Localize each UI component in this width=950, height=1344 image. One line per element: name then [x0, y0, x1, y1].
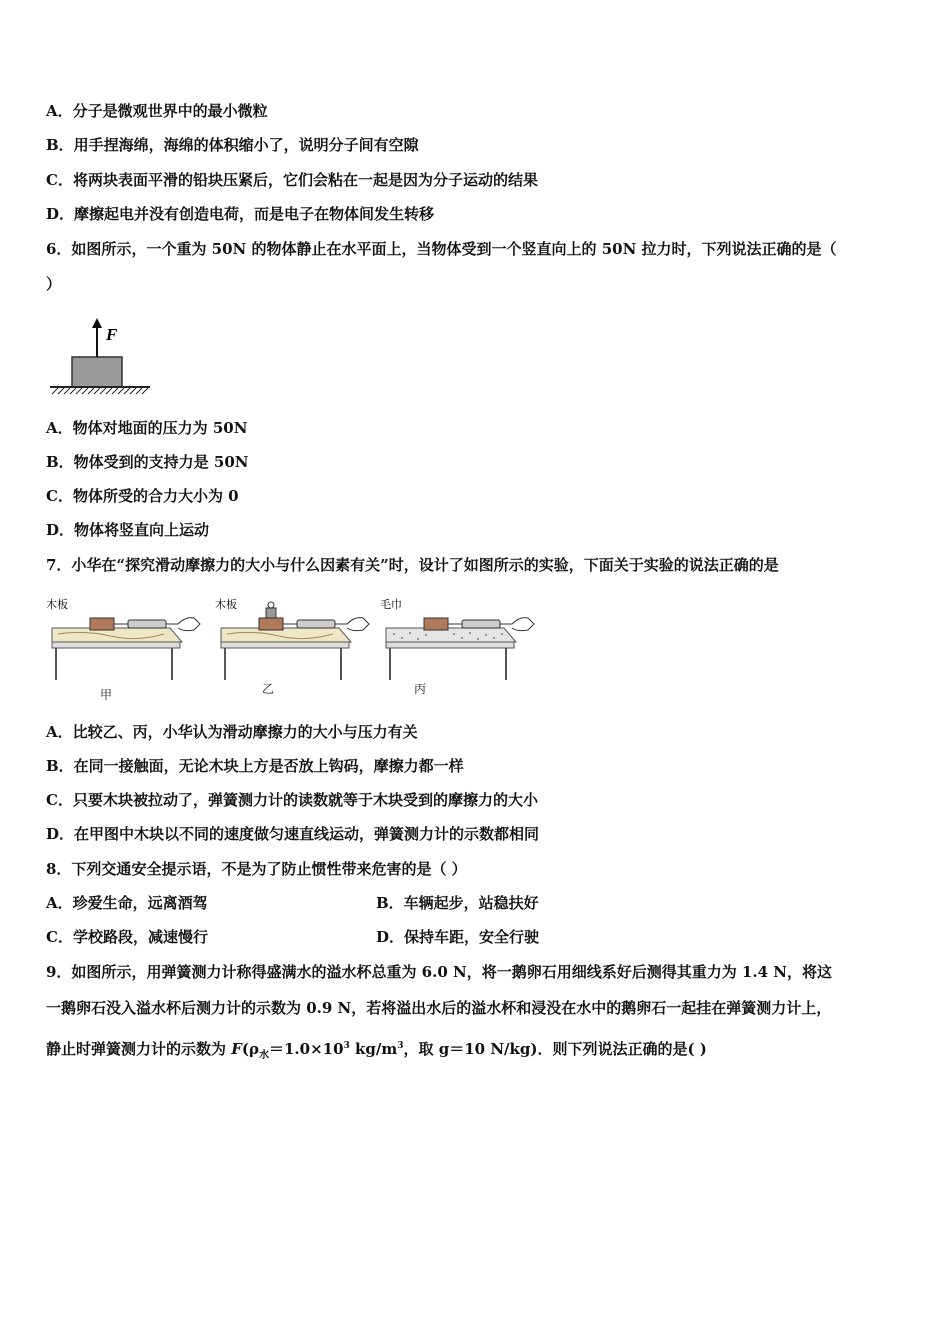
q5-option-c: C．将两块表面平滑的铅块压紧后，它们会粘在一起是因为分子运动的结果: [46, 171, 538, 189]
surface-label: 木板: [46, 598, 68, 611]
table-top: [386, 642, 514, 648]
wooden-block: [259, 618, 283, 630]
spring-scale: [462, 620, 500, 628]
weight-hook-code: [266, 608, 276, 618]
q8-option-b: B．车辆起步，站稳扶好: [376, 894, 539, 912]
surface-label: 毛巾: [380, 598, 402, 611]
q8-stem: 8．下列交通安全提示语，不是为了防止惯性带来危害的是（ ）: [46, 860, 467, 878]
table-top: [52, 642, 180, 648]
q7-figure-yi: [213, 594, 373, 684]
q7-option-a: A．比较乙、丙，小华认为滑动摩擦力的大小与压力有关: [46, 723, 418, 741]
q5-option-a: A．分子是微观世界中的最小微粒: [46, 102, 268, 120]
wooden-board: [52, 628, 182, 642]
q5-option-b: B．用手捏海绵，海绵的体积缩小了，说明分子间有空隙: [46, 136, 419, 154]
q7-caption-bing: 丙: [414, 682, 427, 696]
towel-surface: [386, 628, 516, 642]
q7-figure-jia: [44, 594, 204, 684]
q6-option-c: C．物体所受的合力大小为 0: [46, 487, 239, 505]
ground-hatching: [52, 388, 148, 394]
wooden-block: [424, 618, 448, 630]
surface-label: 木板: [215, 598, 237, 611]
q7-caption-yi: 乙: [262, 682, 275, 696]
q9-stem-line1: 9．如图所示，用弹簧测力计称得盛满水的溢水杯总重为 6.0 N，将一鹅卵石用细线系好后测得其重力为 1.4 N，将这: [46, 963, 832, 981]
q7-stem: 7．小华在“探究滑动摩擦力的大小与什么因素有关”时，设计了如图所示的实验，下面关于实验的说法正确的是: [46, 556, 779, 574]
q8-option-a: A．珍爱生命，远离酒驾: [46, 894, 208, 912]
spring-scale: [128, 620, 166, 628]
q6-option-d: D．物体将竖直向上运动: [46, 521, 210, 539]
q9-stem-line2: 一鹅卵石没入溢水杯后测力计的示数为 0.9 N，若将溢出水后的溢水杯和浸没在水中的鹅卵石一起挂在弹簧测力计上，: [46, 999, 832, 1017]
wooden-board: [221, 628, 351, 642]
block: [72, 357, 122, 387]
q6-force-diagram: [48, 316, 152, 396]
q9-stem-line3: 静止时弹簧测力计的示数为 $F(\rho_水=1.0\times 10^3$ $kg/m^3$，取 g＝10 N/kg)．则下列说法正确的是( ): [46, 1040, 707, 1061]
q7-figure-bing: [378, 594, 538, 684]
q7-option-d: D．在甲图中木块以不同的速度做匀速直线运动，弹簧测力计的示数都相同: [46, 825, 540, 843]
table-top: [221, 642, 349, 648]
q6-stem-line1: 6．如图所示，一个重为 50N 的物体静止在水平面上，当物体受到一个竖直向上的 50N 拉力时，下列说法正确的是（: [46, 240, 837, 258]
q5-option-d: D．摩擦起电并没有创造电荷，而是电子在物体间发生转移: [46, 205, 435, 223]
wooden-block: [90, 618, 114, 630]
q6-option-a: A．物体对地面的压力为 50N: [46, 419, 248, 437]
q7-option-b: B．在同一接触面，无论木块上方是否放上钩码，摩擦力都一样: [46, 757, 464, 775]
q7-caption-jia: 甲: [100, 688, 113, 702]
arrowhead-icon: [92, 318, 102, 328]
q8-option-c: C．学校路段，减速慢行: [46, 928, 208, 946]
force-label: F: [106, 325, 118, 344]
q8-option-d: D．保持车距，安全行驶: [376, 928, 540, 946]
q6-option-b: B．物体受到的支持力是 50N: [46, 453, 249, 471]
q6-stem-line2: ）: [46, 275, 62, 293]
q7-option-c: C．只要木块被拉动了，弹簧测力计的读数就等于木块受到的摩擦力的大小: [46, 791, 538, 809]
spring-scale: [297, 620, 335, 628]
